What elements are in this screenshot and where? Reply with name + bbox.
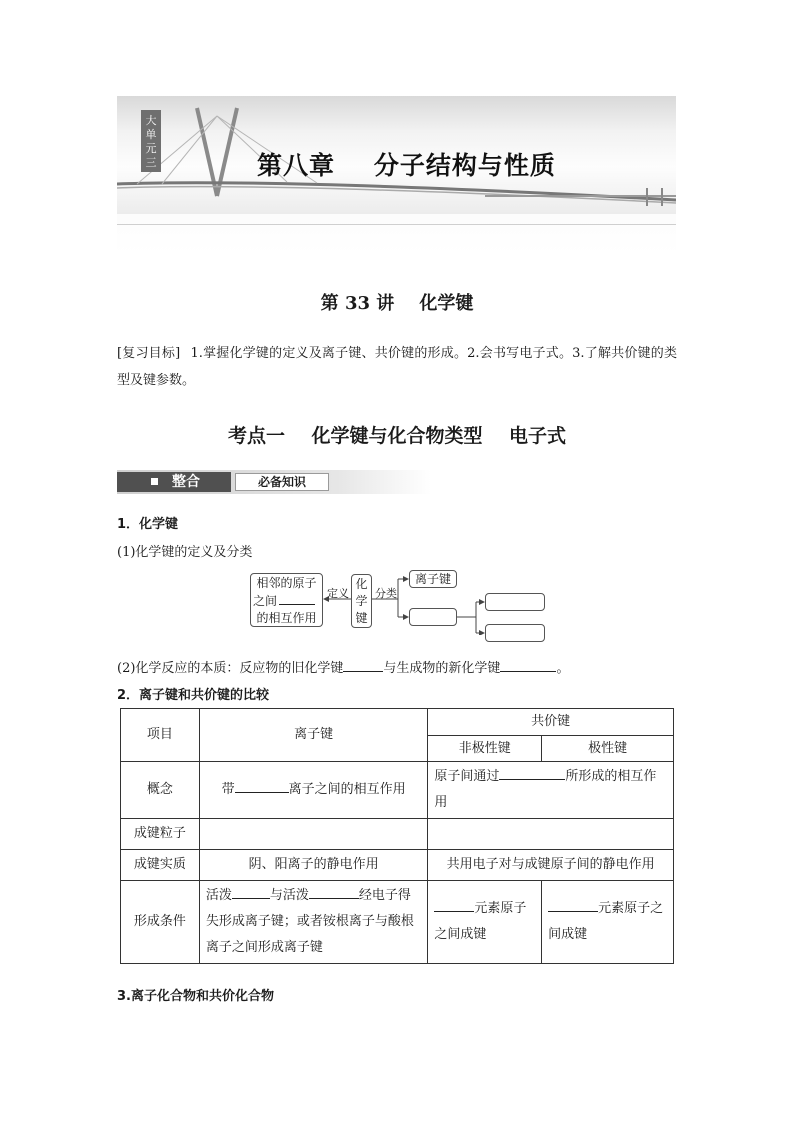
- table-row: [121, 850, 674, 881]
- definition-box: [250, 573, 323, 627]
- blank-same-element: [434, 899, 474, 912]
- conditions-ionic-p1: 活泼: [205, 888, 232, 903]
- header-polar: 极性键: [542, 736, 674, 762]
- conditions-ionic: [199, 881, 428, 964]
- conditions-polar-suffix: 元素原子之间成键: [548, 901, 664, 942]
- item3-heading: 3.离子化合物和共价化合物: [117, 989, 274, 1004]
- ionic-bond-box: 离子键: [409, 570, 457, 588]
- item1-sub2-end: 。: [556, 661, 570, 676]
- item1-sub2-mid: 与生成物的新化学键: [383, 661, 501, 676]
- item1-sub1: (1)化学键的定义及分类: [117, 545, 253, 560]
- blank-box-covalent: [409, 608, 457, 626]
- definition-line3: 的相互作用: [256, 611, 317, 625]
- concept-ionic-prefix: 带: [221, 782, 235, 797]
- table-row: [121, 762, 674, 819]
- chemical-bond-box: [351, 574, 372, 628]
- lecture-title: 第 33 讲 化学键: [320, 293, 474, 314]
- review-goals-label: [复习目标]: [117, 346, 181, 361]
- particles-ionic: [199, 819, 428, 850]
- definition-line1: 相邻的原子: [256, 576, 317, 590]
- table-row: [121, 819, 674, 850]
- banner-divider: [117, 224, 676, 225]
- row-label-concept: 概念: [121, 762, 200, 819]
- blank-metal: [232, 886, 270, 899]
- header-nonpolar: 非极性键: [428, 736, 542, 762]
- header-covalent: 共价键: [428, 709, 674, 736]
- blank-charge: [235, 780, 289, 793]
- section-light-label: 必备知识: [235, 473, 329, 491]
- define-label: 定义: [327, 587, 349, 600]
- unit-tag: 大单元三: [141, 110, 161, 172]
- row-label-conditions: 形成条件: [121, 881, 200, 964]
- conditions-ionic-p3: 经电子得失形成离子键；或者铵根离子与酸根离子之间形成离子键: [205, 888, 414, 955]
- chemical-bond-char-3: 键: [355, 611, 368, 625]
- blank-shared-pair: [499, 767, 565, 780]
- table-row: [121, 881, 674, 964]
- review-goals-text: 1.掌握化学键的定义及离子键、共价键的形成。2.会书写电子式。3.了解共价键的类型及键参数。: [117, 346, 677, 388]
- item1-sub2-prefix: (2)化学反应的本质：反应物的旧化学键: [117, 661, 344, 676]
- blank-box-polar: [485, 624, 545, 642]
- blank-different-element: [548, 899, 598, 912]
- concept-covalent-prefix: 原子间通过: [434, 769, 500, 784]
- row-label-essence: 成键实质: [121, 850, 200, 881]
- table-row: [121, 709, 674, 736]
- square-icon: [151, 478, 158, 485]
- conditions-nonpolar: [428, 881, 542, 964]
- blank-break: [343, 659, 383, 672]
- blank-box-nonpolar: [485, 593, 545, 611]
- classify-label: 分类: [375, 587, 397, 600]
- item1-sub2: [117, 657, 569, 676]
- conditions-polar: [542, 881, 674, 964]
- concept-ionic-suffix: 离子之间的相互作用: [288, 782, 406, 797]
- concept-covalent-suffix: 所形成的相互作用: [434, 769, 657, 810]
- definition-line2: [251, 592, 322, 610]
- definition-line2-prefix: 之间: [253, 594, 278, 608]
- blank-form: [500, 659, 556, 672]
- review-goals: [117, 340, 677, 394]
- concept-ionic: [199, 762, 428, 819]
- section-bar-dark: [117, 472, 231, 492]
- key-point-title: 考点一 化学键与化合物类型 电子式: [228, 425, 566, 447]
- chapter-title: 第八章 分子结构与性质: [257, 151, 556, 180]
- conditions-nonpolar-suffix: 元素原子之间成键: [434, 901, 527, 942]
- essence-ionic: 阴、阳离子的静电作用: [199, 850, 428, 881]
- blank-nonmetal: [309, 886, 359, 899]
- bond-classification-diagram: [240, 565, 560, 635]
- section-bar: [117, 470, 431, 494]
- particles-covalent: [428, 819, 674, 850]
- definition-blank: [279, 592, 315, 605]
- bond-comparison-table: [120, 708, 674, 964]
- header-item: 项目: [121, 709, 200, 762]
- concept-covalent: [428, 762, 674, 819]
- essence-covalent: 共用电子对与成键原子间的静电作用: [428, 850, 674, 881]
- item2-heading: 2．离子键和共价键的比较: [117, 688, 270, 703]
- chapter-banner: [117, 96, 676, 254]
- conditions-ionic-p2: 与活泼: [269, 888, 309, 903]
- header-ionic: 离子键: [199, 709, 428, 762]
- item1-heading: 1．化学键: [117, 517, 179, 532]
- section-dark-label: 整合: [172, 474, 200, 490]
- chemical-bond-char-2: 学: [355, 594, 368, 608]
- row-label-particles: 成键粒子: [121, 819, 200, 850]
- chemical-bond-char-1: 化: [355, 577, 368, 591]
